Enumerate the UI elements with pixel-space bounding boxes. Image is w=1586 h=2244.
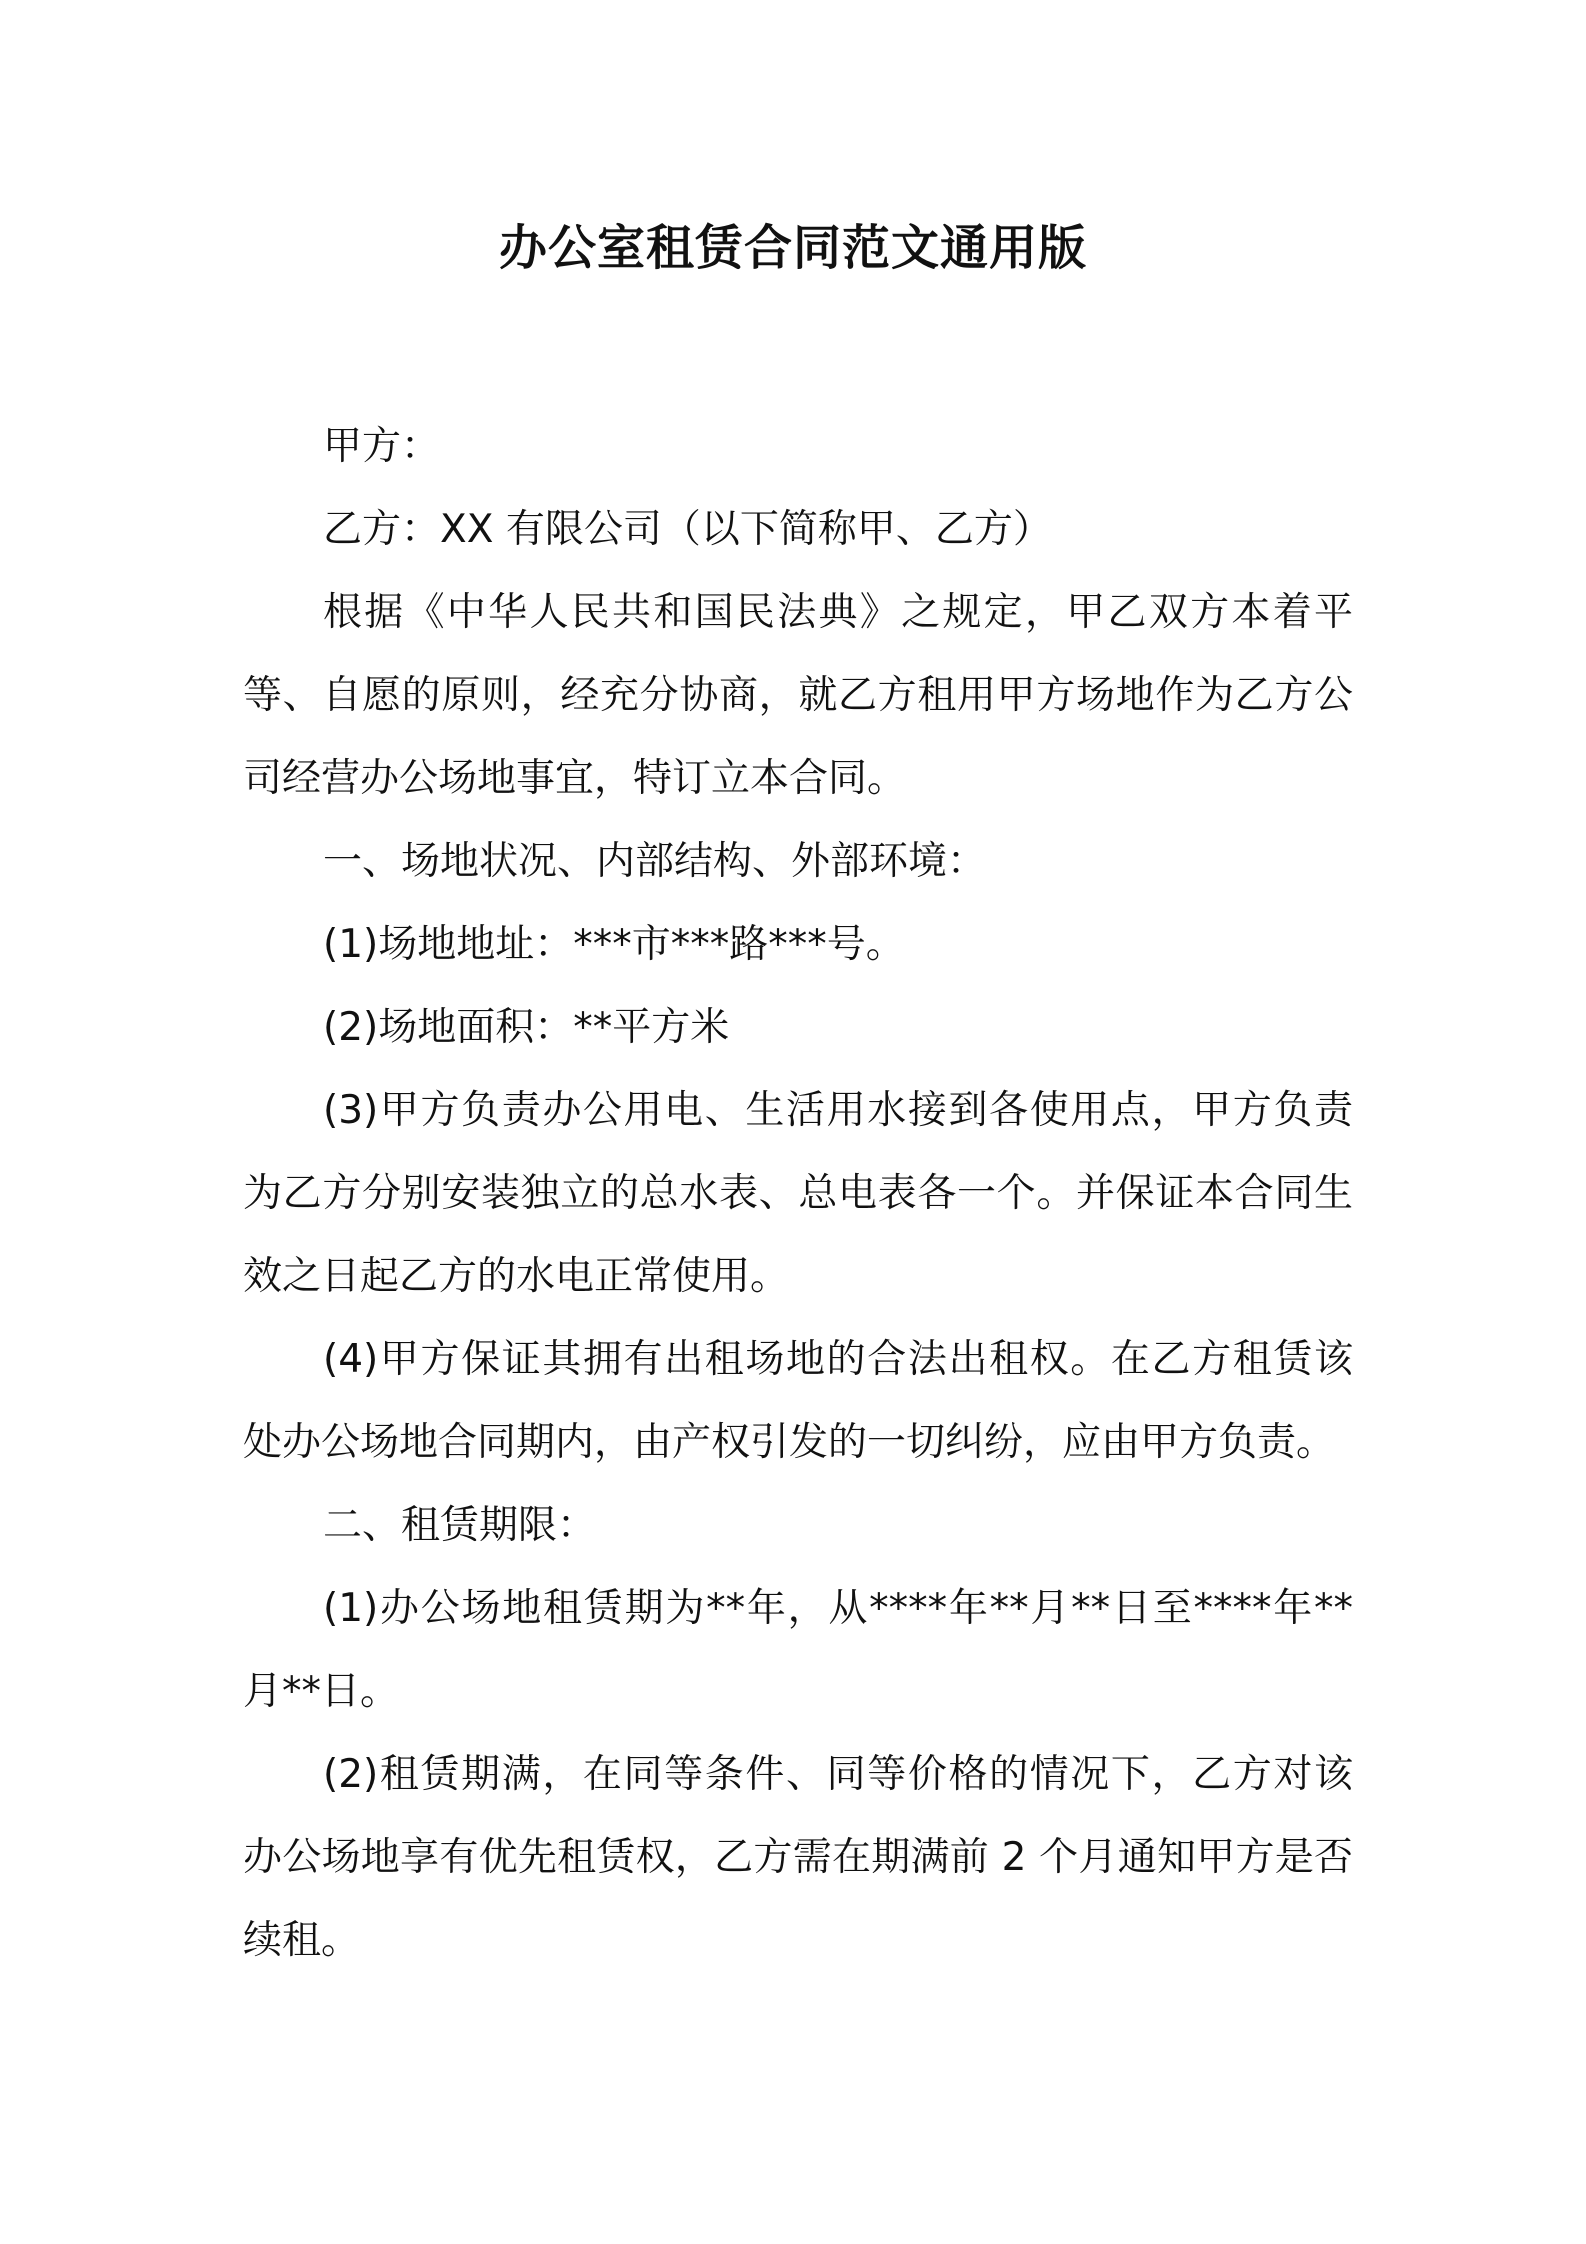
party-b-line: 乙方：XX 有限公司（以下简称甲、乙方） bbox=[323, 507, 1052, 552]
clause-2-1: (1)办公场地租赁期为**年，从****年**月**日至****年**月**日。 bbox=[243, 1586, 1353, 1714]
party-a-line: 甲方： bbox=[323, 424, 441, 469]
document-body bbox=[243, 405, 1353, 1982]
clause-2-2: (2)租赁期满，在同等条件、同等价格的情况下，乙方对该办公场地享有优先租赁权，乙方需在期满前 2 个月通知甲方是否续租。 bbox=[243, 1752, 1353, 1963]
section-1-heading: 一、场地状况、内部结构、外部环境： bbox=[323, 839, 987, 884]
clause-1-4: (4)甲方保证其拥有出租场地的合法出租权。在乙方租赁该处办公场地合同期内，由产权引发的一切纠纷，应由甲方负责。 bbox=[243, 1337, 1353, 1465]
clause-1-1: (1)场地地址：***市***路***号。 bbox=[323, 922, 905, 967]
clause-1-2: (2)场地面积：**平方米 bbox=[323, 1005, 730, 1050]
preamble-paragraph: 根据《中华人民共和国民法典》之规定，甲乙双方本着平等、自愿的原则，经充分协商，就乙方租用甲方场地作为乙方公司经营办公场地事宜，特订立本合同。 bbox=[243, 590, 1353, 801]
clause-1-3: (3)甲方负责办公用电、生活用水接到各使用点，甲方负责为乙方分别安装独立的总水表、总电表各一个。并保证本合同生效之日起乙方的水电正常使用。 bbox=[243, 1088, 1353, 1299]
document-title: 办公室租赁合同范文通用版 bbox=[498, 220, 1087, 276]
section-2-heading: 二、租赁期限： bbox=[323, 1503, 597, 1548]
